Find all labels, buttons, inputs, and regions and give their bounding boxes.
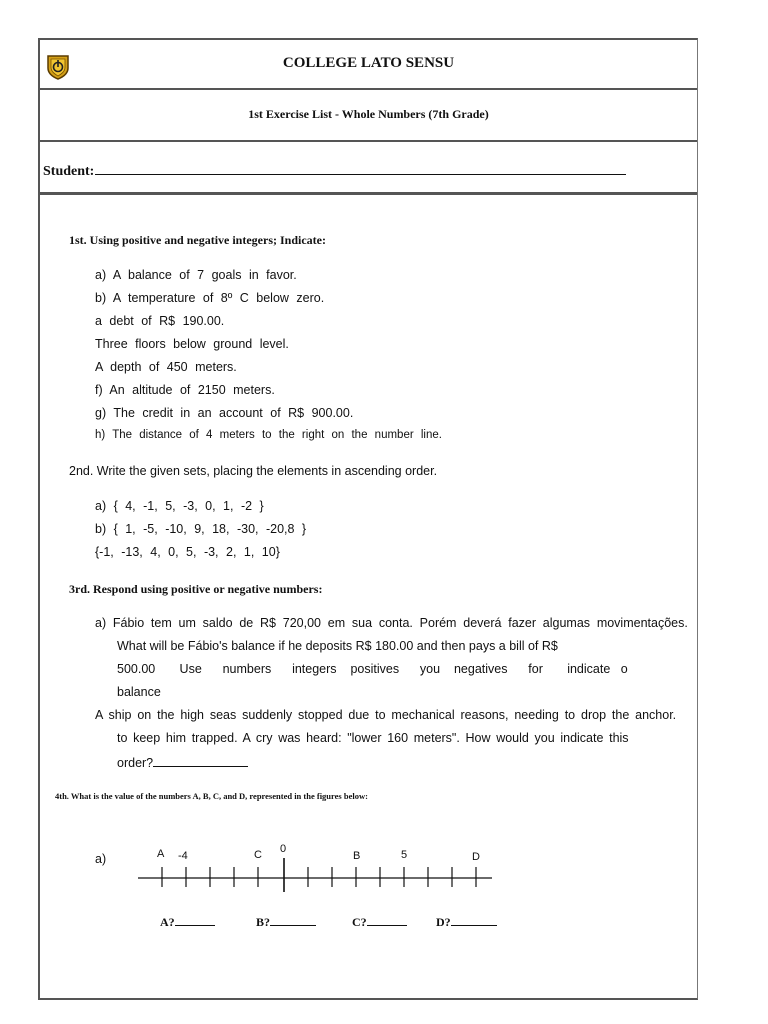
answer-b-blank[interactable] [270, 913, 316, 926]
number-line-ticks [162, 858, 476, 892]
college-name: COLLEGE LATO SENSU [282, 55, 455, 71]
question-2-item: b) { 1, -5, -10, 9, 18, -30, -20,8 } [95, 522, 307, 536]
answer-a-blank[interactable] [175, 913, 215, 926]
answer-a [160, 913, 215, 930]
question-1-item: a) A balance of 7 goals in favor. [95, 268, 297, 282]
number-line-label-d: D [472, 851, 480, 863]
number-line-label-c: C [254, 849, 262, 861]
question-3-a-line: balance [117, 685, 161, 699]
question-1-item: Three floors below ground level. [95, 337, 289, 351]
answer-d-blank[interactable] [451, 913, 497, 926]
number-line [130, 840, 500, 900]
header-title-row [40, 88, 697, 142]
number-line-label-a: A [157, 848, 165, 860]
answer-c [352, 913, 407, 930]
question-2-title: 2nd. Write the given sets, placing the elements in ascending order. [69, 464, 438, 478]
student-name-line[interactable] [95, 162, 626, 175]
question-3-b-order-label: order? [117, 756, 154, 770]
header-student-row [40, 140, 697, 195]
question-1-item: b) A temperature of 8º C below zero. [95, 291, 325, 305]
question-2-item: {-1, -13, 4, 0, 5, -3, 2, 1, 10} [95, 545, 280, 559]
question-1-title: 1st. Using positive and negative integers; Indicate: [69, 233, 326, 247]
question-3-b-line [117, 754, 248, 770]
number-line-label-five: 5 [401, 849, 408, 861]
answer-b-label: B? [256, 915, 271, 929]
question-1-item: f) An altitude of 2150 meters. [95, 383, 275, 397]
question-3-title: 3rd. Respond using positive or negative numbers: [69, 582, 323, 596]
question-1-item: a debt of R$ 190.00. [95, 314, 225, 328]
number-line-label-zero: 0 [280, 843, 287, 855]
answer-c-blank[interactable] [367, 913, 407, 926]
header-college-row [40, 40, 697, 90]
question-3-a-line: a) Fábio tem um saldo de R$ 720,00 em sua conta. Porém deverá fazer algumas movimentações. [95, 616, 688, 630]
question-2-item: a) { 4, -1, 5, -3, 0, 1, -2 } [95, 499, 264, 513]
question-3-a-line: 500.00 Use numbers integers positives you negatives for indicate o [117, 662, 628, 676]
exercise-list-title: 1st Exercise List - Whole Numbers (7th Grade) [248, 107, 489, 121]
answer-a-label: A? [160, 915, 175, 929]
answer-d [436, 913, 497, 930]
question-1-item: h) The distance of 4 meters to the right on the number line. [95, 429, 442, 441]
student-label: Student: [43, 164, 95, 179]
answer-b [256, 913, 316, 930]
number-line-label-minus4: -4 [178, 850, 188, 862]
question-3-b-line: A ship on the high seas suddenly stopped due to mechanical reasons, needing to drop the anchor. [95, 708, 677, 722]
answer-d-label: D? [436, 915, 451, 929]
student-field [43, 162, 626, 180]
number-line-label-b: B [353, 850, 361, 862]
question-1-item: g) The credit in an account of R$ 900.00. [95, 406, 354, 420]
answer-blank[interactable] [153, 754, 248, 767]
question-3-b-line: to keep him trapped. A cry was heard: "lower 160 meters". How would you indicate this [117, 731, 629, 745]
answer-c-label: C? [352, 915, 367, 929]
question-3-a-line: What will be Fábio's balance if he deposits R$ 180.00 and then pays a bill of R$ [117, 639, 558, 653]
question-4-item-label: a) [95, 852, 107, 866]
question-4-title: 4th. What is the value of the numbers A, B, C, and D, represented in the figures below: [55, 791, 368, 801]
question-1-item: A depth of 450 meters. [95, 360, 237, 374]
